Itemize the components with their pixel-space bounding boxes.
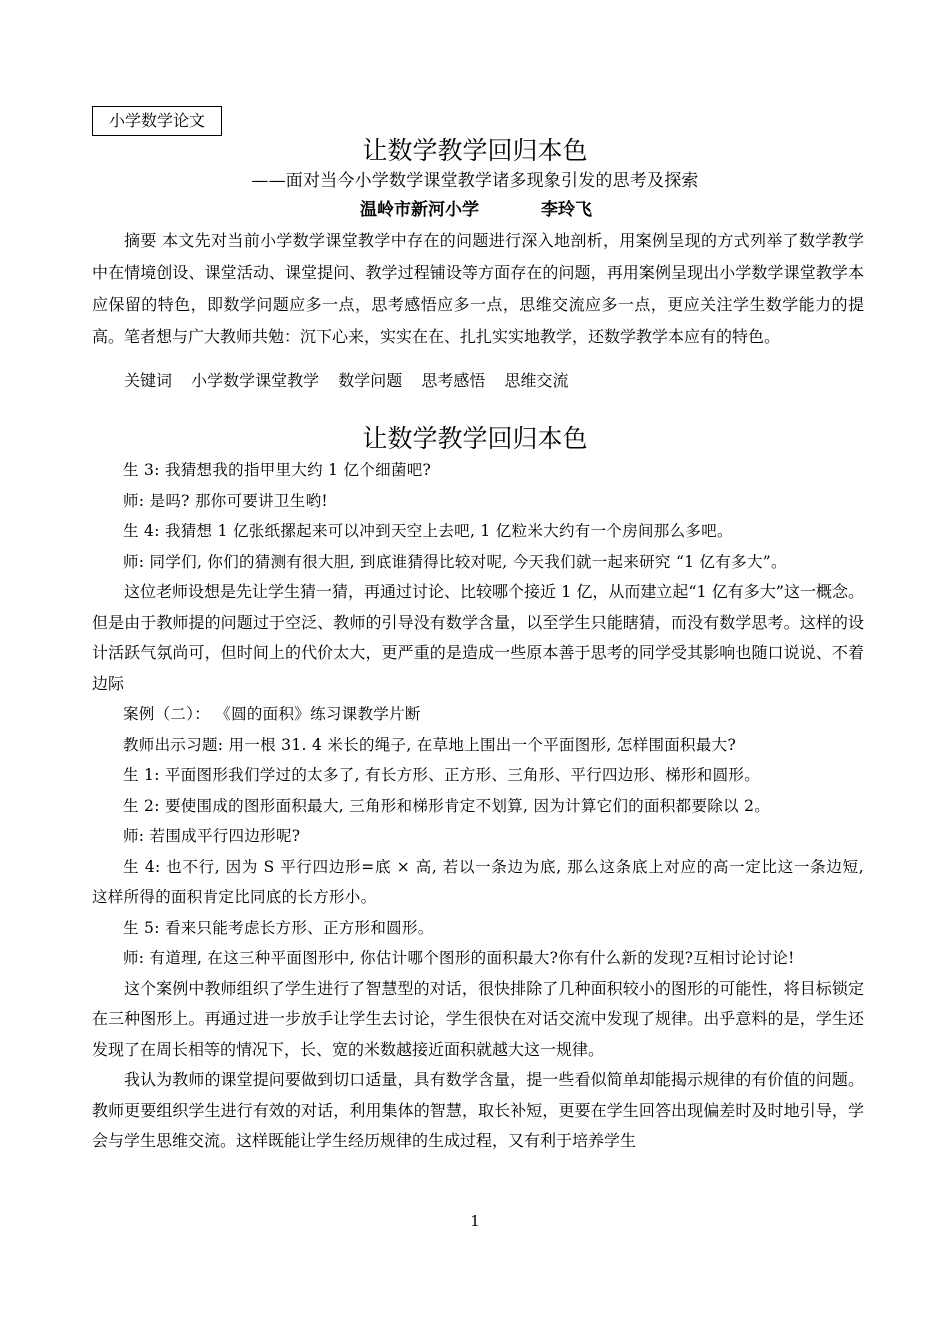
keyword-item: 思考感悟 [421,371,486,390]
page-number: 1 [470,1212,480,1230]
paragraph: 生 4: 我猜想 1 亿张纸摞起来可以冲到天空上去吧, 1 亿粒米大约有一个房间那么多吧。 [123,522,733,540]
abstract-paragraph: 摘要 本文先对当前小学数学课堂教学中存在的问题进行深入地剖析，用案例呈现的方式列举了数学教学中在情境创设、课堂活动、课堂提问、教学过程铺设等方面存在的问题，再用案例呈现出小学数学课堂教学本应保留的特色，即数学问题应多一点，思考感悟应多一点，思维交流应多一点，更应关注学生数学能力的提高。笔者想与广大教师共勉：沉下心来，实实在在、扎扎实实地教学，还数学教学本应有的特色。 [92,231,864,346]
school-name: 温岭市新河小学 [360,200,479,220]
paragraph: 生 1: 平面图形我们学过的太多了, 有长方形、正方形、三角形、平行四边形、梯形和圆形。 [123,766,760,784]
keyword-item: 数学问题 [338,371,403,390]
paragraph: 我认为教师的课堂提问要做到切口适量，具有数学含量，提一些看似简单却能揭示规律的有价值的问题。教师更要组织学生进行有效的对话，利用集体的智慧，取长补短，更要在学生回答出现偏差时及时地引导，学会与学生思维交流。这样既能让学生经历规律的生成过程，又有利于培养学生 [92,1070,864,1150]
paragraph: 生 2: 要使围成的图形面积最大, 三角形和梯形肯定不划算, 因为计算它们的面积都要除以 2。 [123,796,771,815]
paragraph: 生 3: 我猜想我的指甲里大约 1 亿个细菌吧? [123,461,432,479]
paragraph: 这位老师设想是先让学生猜一猜，再通过讨论、比较哪个接近 1 亿，从而建立起“1 亿有多大”这一概念。但是由于教师提的问题过于空泛、教师的引导没有数学含量，以至学生只能瞎猜，而没有数学思考。这样的设计活跃气氛尚可，但时间上的代价太大，更严重的是造成一些原本善于思考的同学受其影响也随口说说、不着边际 [92,582,864,693]
keyword-item: 思维交流 [504,371,569,390]
paragraph: 师: 若围成平行四边形呢? [123,827,301,845]
paragraph: 这个案例中教师组织了学生进行了智慧型的对话，很快排除了几种面积较小的图形的可能性，将目标锁定在三种图形上。再通过进一步放手让学生去讨论，学生很快在对话交流中发现了规律。出乎意料的是，学生还发现了在周长相等的情况下，长、宽的米数越接近面积就越大这一规律。 [92,978,864,1059]
paragraph: 师: 同学们, 你们的猜测有很大胆, 到底谁猜得比较对呢, 今天我们就一起来研究 “1 亿有多大”。 [123,552,787,571]
author-line [360,197,592,223]
keywords-line [92,366,864,396]
paper-subtitle: ——面对当今小学数学课堂教学诸多现象引发的思考及探索 [251,171,699,191]
author-name: 李玲飞 [541,200,592,220]
paper-title: 让数学教学回归本色 [362,136,588,165]
paragraph: 生 4: 也不行, 因为 S 平行四边形=底 × 高, 若以一条边为底, 那么这条底上对应的高一定比这一条边短, 这样所得的面积肯定比同底的长方形小。 [92,857,864,906]
paragraph: 师: 有道理, 在这三种平面图形中, 你估计哪个图形的面积最大?你有什么新的发现?互相讨论讨论! [123,949,795,967]
body-text [92,455,864,1157]
paragraph: 生 5: 看来只能考虑长方形、正方形和圆形。 [123,918,434,937]
category-tag: 小学数学论文 [92,106,222,136]
paragraph: 师: 是吗? 那你可要讲卫生哟! [123,491,328,510]
section-title: 让数学教学回归本色 [362,424,588,453]
keywords-label: 关键词 [124,371,173,390]
case-heading: 案例（二）： 《圆的面积》练习课教学片断 [123,705,421,723]
keyword-item: 小学数学课堂教学 [191,371,320,390]
paragraph: 教师出示习题: 用一根 31. 4 米长的绳子, 在草地上围出一个平面图形, 怎样围面积最大? [123,735,737,754]
